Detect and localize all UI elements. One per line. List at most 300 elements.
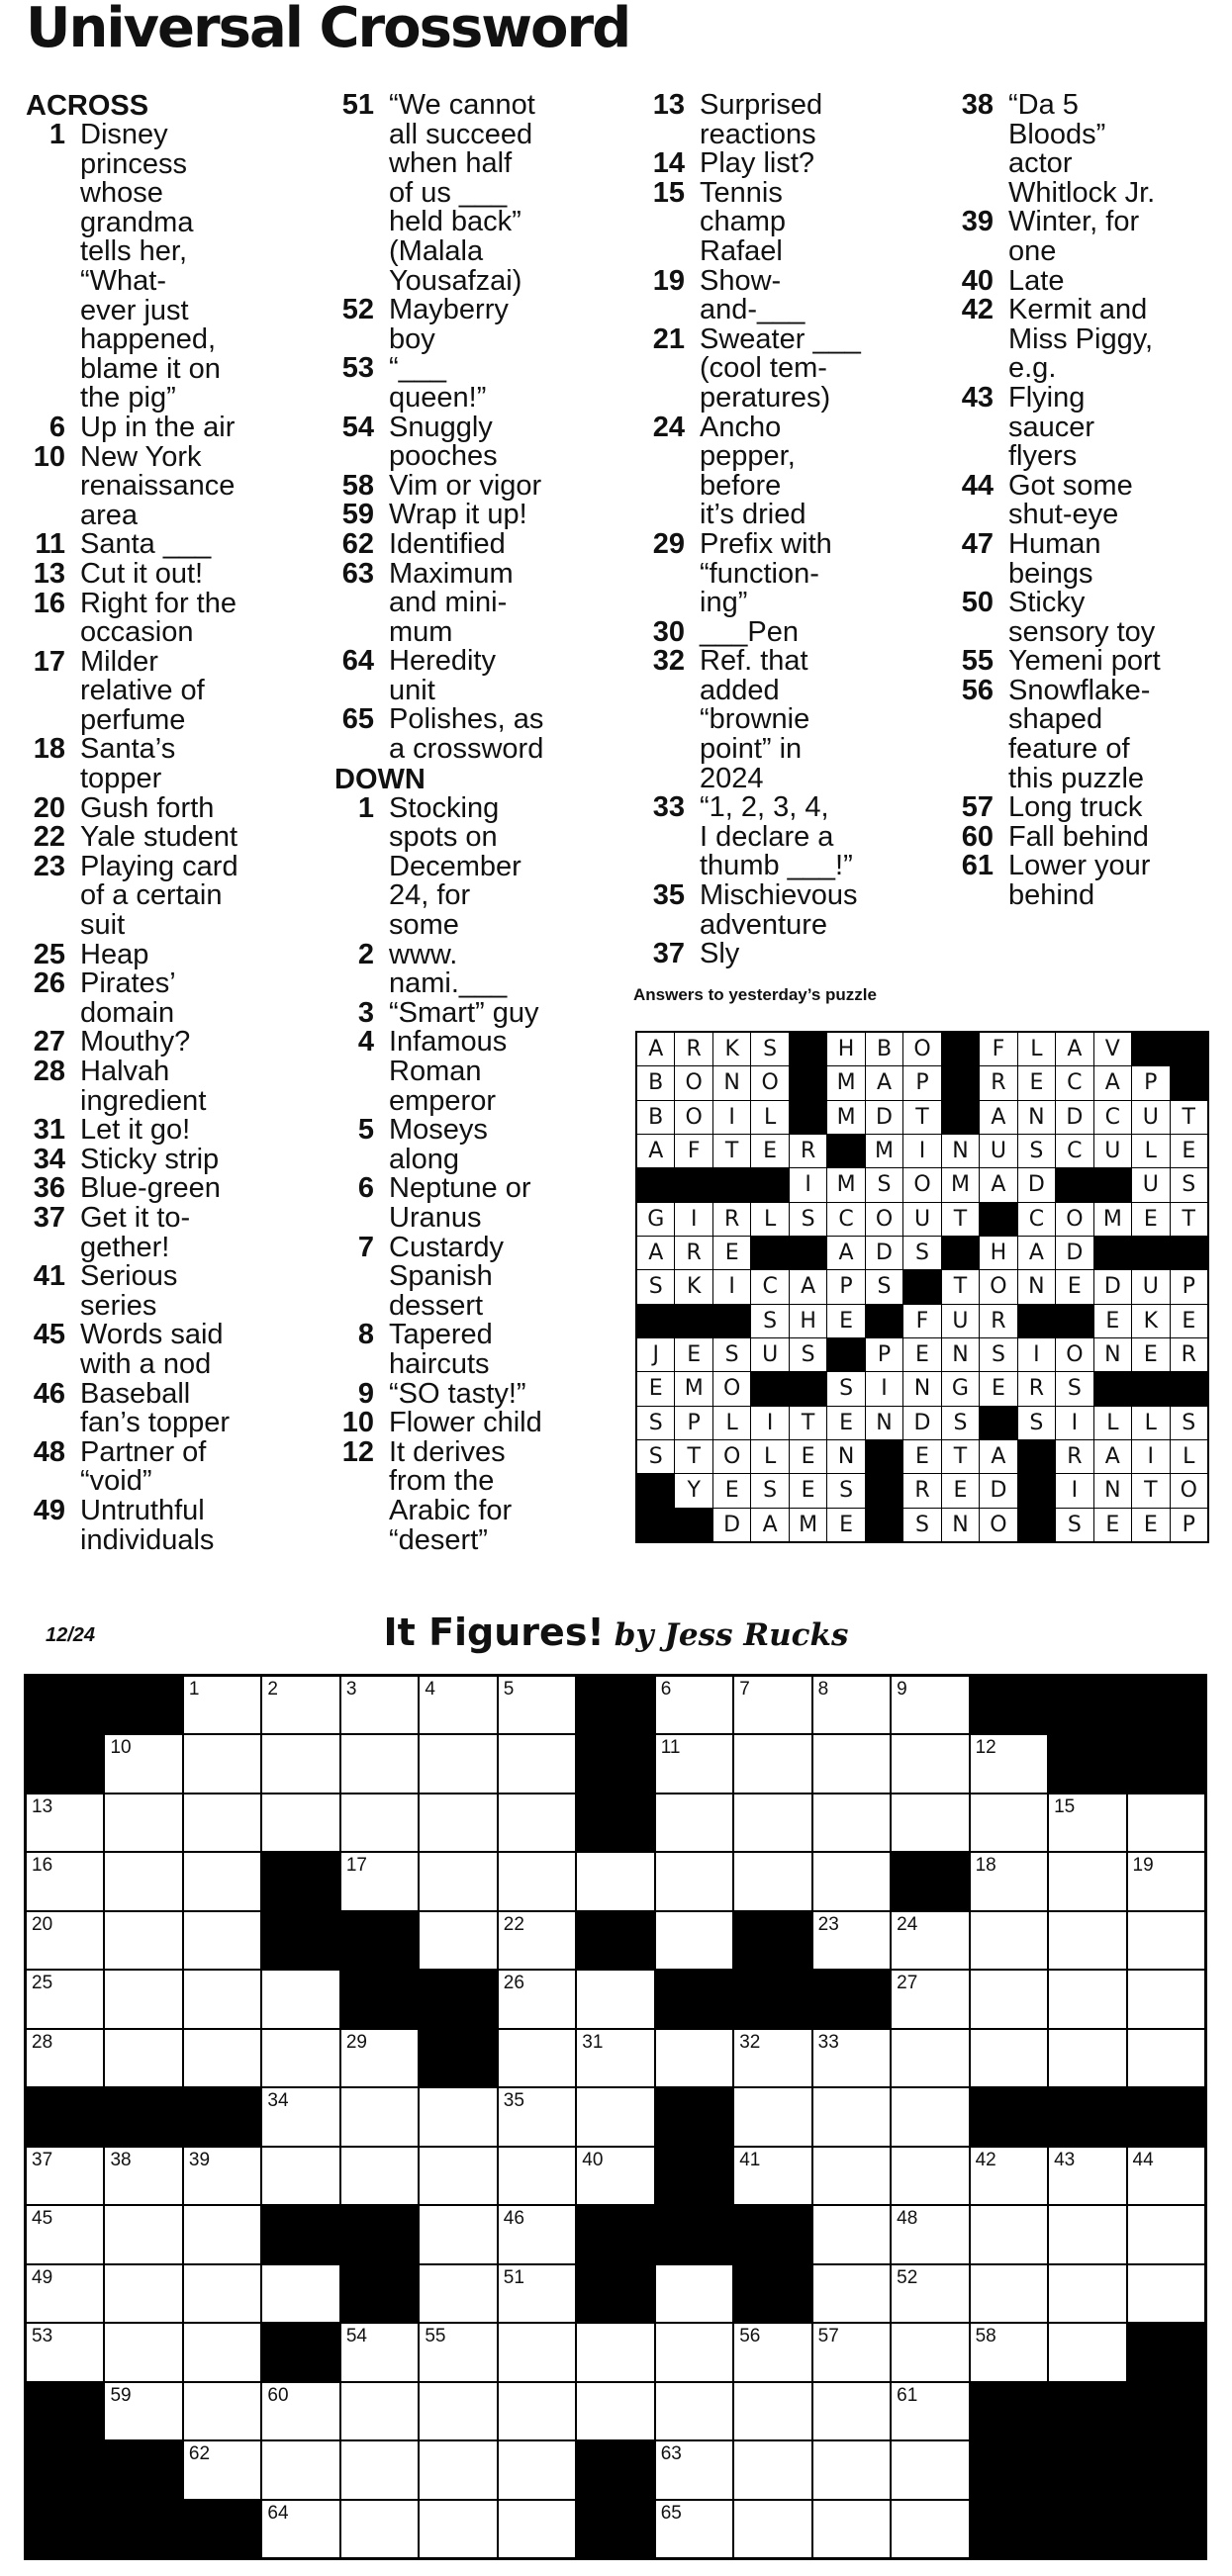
- grid-cell[interactable]: [105, 2030, 181, 2086]
- cell-number: 7: [739, 1679, 750, 1700]
- grid-cell[interactable]: [105, 1971, 181, 2027]
- grid-cell[interactable]: [341, 1677, 418, 1733]
- grid-cell[interactable]: [184, 2324, 260, 2380]
- grid-cell[interactable]: [184, 2441, 260, 2498]
- grid-cell[interactable]: [577, 2383, 653, 2439]
- grid-cell[interactable]: [105, 1912, 181, 1969]
- grid-cell[interactable]: [420, 2265, 496, 2322]
- grid-cell[interactable]: [262, 2088, 338, 2145]
- grid-cell[interactable]: [105, 2265, 181, 2322]
- grid-cell[interactable]: [262, 1677, 338, 1733]
- grid-cell[interactable]: [813, 2030, 890, 2086]
- down-clue: [954, 469, 1226, 531]
- grid-cell[interactable]: [105, 2206, 181, 2262]
- grid-cell[interactable]: [420, 2441, 496, 2498]
- answer-block: [866, 1509, 902, 1541]
- grid-cell[interactable]: [656, 1677, 732, 1733]
- clue-text: Prefix with “function- ing”: [700, 527, 832, 619]
- grid-cell[interactable]: [656, 2265, 732, 2322]
- grid-cell[interactable]: [656, 1853, 732, 1909]
- grid-cell[interactable]: [656, 2501, 732, 2557]
- grid-cell[interactable]: [971, 2206, 1047, 2262]
- cell-number: 23: [817, 1913, 839, 1935]
- grid-cell[interactable]: [420, 1735, 496, 1792]
- grid-cell[interactable]: [734, 2324, 810, 2380]
- grid-cell[interactable]: [499, 1853, 575, 1909]
- grid-block: [27, 2441, 103, 2498]
- clue-text: Milder relative of perfume: [80, 645, 205, 736]
- grid-cell[interactable]: [892, 2324, 968, 2380]
- grid-cell[interactable]: [734, 2501, 810, 2557]
- answer-cell: E: [1132, 1338, 1169, 1371]
- grid-cell[interactable]: [420, 2383, 496, 2439]
- answer-cell: E: [942, 1474, 979, 1507]
- clue-number: 63: [341, 557, 374, 590]
- clue-number: 61: [961, 850, 994, 882]
- answer-block: [942, 1033, 979, 1065]
- grid-cell[interactable]: [499, 2383, 575, 2439]
- grid-cell[interactable]: [892, 1794, 968, 1851]
- grid-cell[interactable]: [656, 2441, 732, 2498]
- grid-cell[interactable]: [341, 1735, 418, 1792]
- answer-cell: S: [790, 1203, 826, 1236]
- grid-cell[interactable]: [971, 1971, 1047, 2027]
- grid-cell[interactable]: [262, 1971, 338, 2027]
- grid-cell[interactable]: [734, 1794, 810, 1851]
- answer-cell: P: [1132, 1066, 1169, 1099]
- grid-cell[interactable]: [892, 2148, 968, 2204]
- grid-cell[interactable]: [971, 2324, 1047, 2380]
- answer-cell: I: [713, 1270, 750, 1303]
- clue-number: 9: [357, 1377, 374, 1410]
- answer-block: [751, 1237, 788, 1269]
- grid-cell[interactable]: [262, 1794, 338, 1851]
- grid-block: [105, 2501, 181, 2557]
- grid-cell[interactable]: [892, 2030, 968, 2086]
- answer-cell: R: [903, 1474, 940, 1507]
- grid-cell[interactable]: [499, 1794, 575, 1851]
- grid-block: [1128, 2324, 1204, 2380]
- grid-cell[interactable]: [971, 2148, 1047, 2204]
- grid-cell[interactable]: [892, 2441, 968, 2498]
- grid-cell[interactable]: [262, 1735, 338, 1792]
- grid-cell[interactable]: [262, 2501, 338, 2557]
- clue-text: Untruthful individuals: [80, 1494, 215, 1556]
- grid-cell[interactable]: [813, 2265, 890, 2322]
- grid-cell[interactable]: [892, 2265, 968, 2322]
- clue-text: Surprised reactions: [700, 89, 823, 150]
- grid-block: [971, 2088, 1047, 2145]
- grid-cell[interactable]: [420, 1794, 496, 1851]
- grid-block: [577, 1677, 653, 1733]
- grid-cell[interactable]: [184, 1794, 260, 1851]
- grid-cell[interactable]: [892, 2206, 968, 2262]
- clue-text: Late: [1008, 264, 1065, 297]
- grid-cell[interactable]: [420, 1853, 496, 1909]
- answer-cell: R: [790, 1135, 826, 1167]
- cell-number: 53: [32, 2326, 53, 2347]
- across-clue: [26, 850, 323, 942]
- grid-block: [105, 2441, 181, 2498]
- clue-text: Neptune or Uranus: [389, 1172, 531, 1234]
- grid-cell[interactable]: [813, 1677, 890, 1733]
- answer-cell: A: [866, 1066, 902, 1099]
- across-clue: [26, 1116, 323, 1146]
- clue-text: Yemeni port: [1008, 645, 1161, 678]
- cell-number: 54: [345, 2326, 367, 2347]
- grid-cell[interactable]: [1128, 2148, 1204, 2204]
- cell-number: 12: [975, 1737, 996, 1759]
- clue-text: Pirates’ domain: [80, 967, 176, 1029]
- grid-cell[interactable]: [1128, 1853, 1204, 1909]
- cell-number: 41: [739, 2149, 761, 2170]
- answer-cell: M: [790, 1509, 826, 1541]
- answer-cell: E: [713, 1237, 750, 1269]
- clue-text: “We cannot all succeed when half of us ___ held back” (Malala Yousafzai): [389, 89, 535, 297]
- grid-cell[interactable]: [1128, 2265, 1204, 2322]
- grid-cell[interactable]: [971, 2265, 1047, 2322]
- grid-cell[interactable]: [1049, 1794, 1125, 1851]
- down-clue: [954, 674, 1226, 794]
- answer-block: [790, 1237, 826, 1269]
- puzzle-header: [0, 1610, 1232, 1654]
- cell-number: 13: [32, 1795, 53, 1817]
- clue-text: “SO tasty!”: [389, 1377, 526, 1410]
- answer-cell: L: [713, 1407, 750, 1439]
- grid-cell[interactable]: [105, 1794, 181, 1851]
- grid-cell[interactable]: [892, 2501, 968, 2557]
- answer-block: [866, 1440, 902, 1473]
- across-clue: [26, 411, 323, 443]
- grid-cell[interactable]: [105, 1853, 181, 1909]
- answer-cell: D: [1094, 1270, 1131, 1303]
- grid-cell[interactable]: [813, 2148, 890, 2204]
- grid-block: [577, 2501, 653, 2557]
- grid-cell[interactable]: [499, 1971, 575, 2027]
- grid-cell[interactable]: [262, 2030, 338, 2086]
- grid-cell[interactable]: [105, 2324, 181, 2380]
- across-clue: [26, 440, 323, 531]
- grid-cell[interactable]: [1049, 2324, 1125, 2380]
- down-clue: [645, 149, 942, 179]
- grid-cell[interactable]: [892, 1677, 968, 1733]
- grid-cell[interactable]: [577, 2148, 653, 2204]
- answer-block: [866, 1305, 902, 1337]
- grid-cell[interactable]: [1049, 2148, 1125, 2204]
- grid-cell[interactable]: [734, 1853, 810, 1909]
- grid-cell[interactable]: [341, 2383, 418, 2439]
- clue-text: Heap: [80, 938, 149, 970]
- answer-cell: S: [903, 1237, 940, 1269]
- down-clue: [954, 647, 1226, 677]
- grid-cell[interactable]: [734, 2383, 810, 2439]
- grid-cell[interactable]: [734, 2030, 810, 2086]
- across-clue: [26, 587, 323, 649]
- across-clue: [334, 647, 631, 705]
- grid-cell[interactable]: [577, 2030, 653, 2086]
- grid-cell[interactable]: [813, 2441, 890, 2498]
- grid-cell[interactable]: [813, 1912, 890, 1969]
- grid-cell[interactable]: [813, 1853, 890, 1909]
- clue-text: Ref. that added “brownie point” in 2024: [700, 645, 810, 794]
- cell-number: 58: [975, 2326, 996, 2347]
- grid-cell[interactable]: [971, 1735, 1047, 1792]
- grid-cell[interactable]: [184, 2383, 260, 2439]
- grid-cell[interactable]: [892, 2088, 968, 2145]
- grid-cell[interactable]: [971, 1853, 1047, 1909]
- answer-cell: U: [1132, 1101, 1169, 1134]
- down-clue: [334, 1028, 631, 1116]
- grid-cell[interactable]: [420, 1912, 496, 1969]
- grid-cell[interactable]: [105, 2148, 181, 2204]
- answer-cell: I: [866, 1372, 902, 1405]
- grid-cell[interactable]: [420, 2088, 496, 2145]
- grid-cell[interactable]: [499, 1677, 575, 1733]
- grid-cell[interactable]: [420, 2148, 496, 2204]
- grid-cell[interactable]: [341, 1794, 418, 1851]
- clue-text: Mayberry boy: [389, 294, 509, 355]
- grid-cell[interactable]: [499, 2030, 575, 2086]
- grid-cell[interactable]: [499, 2088, 575, 2145]
- cell-number: 52: [897, 2266, 918, 2288]
- across-clue: [334, 91, 631, 296]
- cell-number: 63: [660, 2443, 682, 2465]
- grid-cell[interactable]: [971, 1794, 1047, 1851]
- grid-cell[interactable]: [27, 2265, 103, 2322]
- answer-cell: K: [675, 1270, 711, 1303]
- grid-cell[interactable]: [813, 2088, 890, 2145]
- grid-cell[interactable]: [184, 1971, 260, 2027]
- down-clue: [645, 176, 942, 267]
- cell-number: 42: [975, 2149, 996, 2170]
- grid-cell[interactable]: [656, 2030, 732, 2086]
- grid-cell[interactable]: [577, 2324, 653, 2380]
- grid-cell[interactable]: [1128, 2206, 1204, 2262]
- grid-cell[interactable]: [262, 2148, 338, 2204]
- answer-cell: L: [1018, 1033, 1055, 1065]
- grid-cell[interactable]: [184, 1912, 260, 1969]
- answer-block: [637, 1474, 674, 1507]
- grid-cell[interactable]: [577, 1971, 653, 2027]
- grid-cell[interactable]: [656, 1912, 732, 1969]
- answer-cell: M: [827, 1168, 864, 1201]
- answer-cell: B: [637, 1101, 674, 1134]
- grid-block: [420, 2030, 496, 2086]
- grid-cell[interactable]: [341, 2501, 418, 2557]
- answer-cell: A: [1056, 1033, 1092, 1065]
- grid-cell[interactable]: [1049, 2265, 1125, 2322]
- answer-cell: C: [751, 1270, 788, 1303]
- grid-cell[interactable]: [341, 2030, 418, 2086]
- grid-cell[interactable]: [892, 1735, 968, 1792]
- cell-number: 46: [503, 2208, 524, 2230]
- grid-cell[interactable]: [813, 2324, 890, 2380]
- down-clue: [334, 938, 631, 1000]
- grid-cell[interactable]: [577, 1853, 653, 1909]
- grid-cell[interactable]: [1049, 1912, 1125, 1969]
- clue-text: Cut it out!: [80, 557, 204, 590]
- grid-cell[interactable]: [577, 2088, 653, 2145]
- grid-cell[interactable]: [1049, 1853, 1125, 1909]
- answer-cell: N: [1094, 1338, 1131, 1371]
- grid-cell[interactable]: [813, 1794, 890, 1851]
- grid-cell[interactable]: [1049, 1971, 1125, 2027]
- answer-cell: D: [866, 1101, 902, 1134]
- grid-cell[interactable]: [341, 2324, 418, 2380]
- grid-cell[interactable]: [892, 1971, 968, 2027]
- clue-number: 11: [35, 528, 65, 561]
- answer-cell: A: [980, 1440, 1016, 1473]
- clue-number: 13: [652, 89, 685, 121]
- grid-cell[interactable]: [27, 1853, 103, 1909]
- grid-cell[interactable]: [1049, 2030, 1125, 2086]
- clue-number: 47: [961, 527, 994, 560]
- grid-cell[interactable]: [892, 2383, 968, 2439]
- grid-cell[interactable]: [499, 2265, 575, 2322]
- answer-cell: S: [827, 1372, 864, 1405]
- grid-cell[interactable]: [184, 2148, 260, 2204]
- grid-cell[interactable]: [499, 1912, 575, 1969]
- clue-number: 8: [357, 1319, 374, 1351]
- grid-cell[interactable]: [499, 2501, 575, 2557]
- grid-cell[interactable]: [971, 1912, 1047, 1969]
- grid-block: [105, 2088, 181, 2145]
- answer-block: [903, 1270, 940, 1303]
- grid-cell[interactable]: [1128, 1912, 1204, 1969]
- across-clue: [26, 1377, 323, 1439]
- grid-cell[interactable]: [184, 1735, 260, 1792]
- clue-text: Sticky strip: [80, 1143, 220, 1175]
- grid-cell[interactable]: [262, 2383, 338, 2439]
- answer-cell: T: [1132, 1474, 1169, 1507]
- answer-cell: O: [903, 1033, 940, 1065]
- answer-cell: N: [866, 1407, 902, 1439]
- grid-cell[interactable]: [1128, 1971, 1204, 2027]
- clue-number: 46: [33, 1377, 65, 1410]
- grid-cell[interactable]: [656, 1735, 732, 1792]
- grid-cell[interactable]: [499, 2148, 575, 2204]
- grid-cell[interactable]: [499, 2324, 575, 2380]
- crossword-grid: [24, 1674, 1207, 2560]
- grid-cell[interactable]: [341, 1853, 418, 1909]
- grid-cell[interactable]: [27, 2148, 103, 2204]
- answer-block: [942, 1237, 979, 1269]
- puzzle-byline: by Jess Rucks: [614, 1617, 849, 1653]
- grid-block: [1049, 2383, 1125, 2439]
- answer-cell: B: [866, 1033, 902, 1065]
- grid-cell[interactable]: [734, 2441, 810, 2498]
- clue-text: Words said with a nod: [80, 1319, 224, 1380]
- grid-cell[interactable]: [499, 1735, 575, 1792]
- grid-cell[interactable]: [420, 2206, 496, 2262]
- cell-number: 17: [345, 1855, 367, 1877]
- grid-cell[interactable]: [184, 2265, 260, 2322]
- down-clue: [954, 264, 1226, 297]
- grid-cell[interactable]: [734, 1677, 810, 1733]
- grid-cell[interactable]: [184, 2206, 260, 2262]
- cell-number: 45: [32, 2208, 53, 2230]
- grid-cell[interactable]: [341, 2088, 418, 2145]
- cell-number: 11: [660, 1737, 681, 1759]
- grid-cell[interactable]: [105, 1735, 181, 1792]
- grid-cell[interactable]: [184, 2030, 260, 2086]
- clue-number: 59: [341, 499, 374, 531]
- grid-cell[interactable]: [27, 1971, 103, 2027]
- clue-number: 3: [357, 996, 374, 1029]
- grid-cell[interactable]: [734, 2088, 810, 2145]
- grid-cell[interactable]: [420, 2501, 496, 2557]
- clue-text: Identified: [389, 527, 506, 560]
- clue-text: “1, 2, 3, 4, I declare a thumb ___!”: [700, 791, 853, 882]
- grid-cell[interactable]: [27, 2206, 103, 2262]
- grid-block: [1049, 1735, 1125, 1792]
- grid-cell[interactable]: [341, 2441, 418, 2498]
- grid-cell[interactable]: [27, 1794, 103, 1851]
- grid-cell[interactable]: [813, 2383, 890, 2439]
- grid-cell[interactable]: [656, 1794, 732, 1851]
- grid-cell[interactable]: [813, 2501, 890, 2557]
- grid-cell[interactable]: [27, 2030, 103, 2086]
- down-clue: [334, 1435, 631, 1556]
- grid-cell[interactable]: [184, 1677, 260, 1733]
- answer-cell: E: [980, 1372, 1016, 1405]
- grid-cell[interactable]: [420, 1677, 496, 1733]
- grid-cell[interactable]: [184, 1853, 260, 1909]
- answer-cell: M: [675, 1372, 711, 1405]
- clue-text: Sly: [700, 938, 740, 970]
- grid-cell[interactable]: [734, 2148, 810, 2204]
- grid-cell[interactable]: [813, 2206, 890, 2262]
- across-clue: [26, 823, 323, 853]
- answer-block: [1094, 1168, 1131, 1201]
- grid-cell[interactable]: [262, 2441, 338, 2498]
- grid-cell[interactable]: [734, 1735, 810, 1792]
- clue-text: Santa ___: [80, 528, 212, 561]
- clue-number: 39: [961, 206, 994, 238]
- grid-cell[interactable]: [499, 2441, 575, 2498]
- grid-cell[interactable]: [1128, 2030, 1204, 2086]
- answer-cell: C: [1056, 1066, 1092, 1099]
- answer-block: [1094, 1372, 1131, 1405]
- grid-cell[interactable]: [27, 2324, 103, 2380]
- clue-text: Custardy Spanish dessert: [389, 1231, 505, 1322]
- grid-cell[interactable]: [499, 2206, 575, 2262]
- answer-cell: E: [1094, 1305, 1131, 1337]
- clue-text: Ancho pepper, before it’s dried: [700, 411, 806, 531]
- grid-cell[interactable]: [892, 1912, 968, 1969]
- cell-number: 29: [345, 2031, 367, 2053]
- cell-number: 34: [267, 2090, 289, 2112]
- across-clue: [26, 969, 323, 1028]
- grid-cell[interactable]: [420, 2324, 496, 2380]
- grid-cell[interactable]: [971, 2030, 1047, 2086]
- cell-number: 4: [425, 1679, 435, 1700]
- grid-cell[interactable]: [813, 1735, 890, 1792]
- grid-block: [892, 1853, 968, 1909]
- grid-cell[interactable]: [262, 2265, 338, 2322]
- grid-cell[interactable]: [105, 2383, 181, 2439]
- grid-cell[interactable]: [1128, 1794, 1204, 1851]
- grid-cell[interactable]: [656, 2324, 732, 2380]
- answer-block: [1056, 1305, 1092, 1337]
- grid-cell[interactable]: [27, 1912, 103, 1969]
- down-clue: [645, 322, 942, 414]
- grid-cell[interactable]: [1049, 2206, 1125, 2262]
- answer-cell: P: [866, 1338, 902, 1371]
- grid-cell[interactable]: [656, 2383, 732, 2439]
- answer-cell: L: [751, 1203, 788, 1236]
- grid-cell[interactable]: [341, 2148, 418, 2204]
